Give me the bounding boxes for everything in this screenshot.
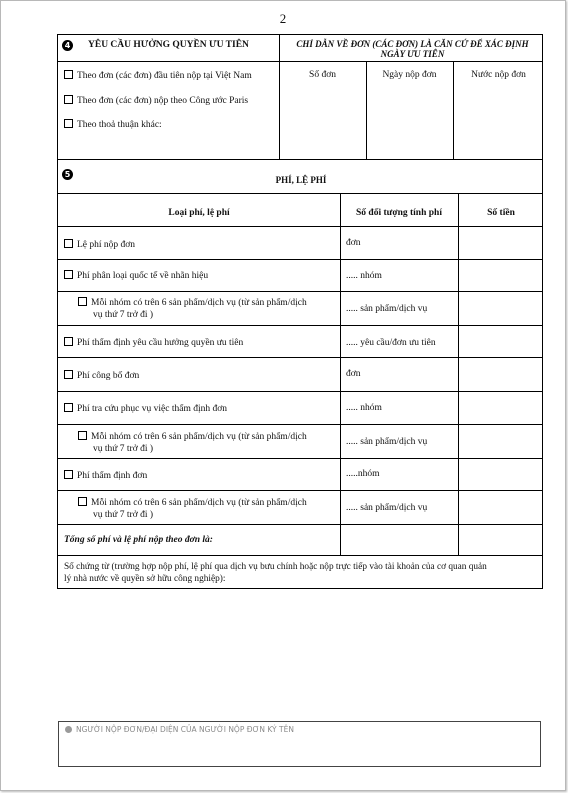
col-filing-country: Nước nộp đơn <box>471 70 526 80</box>
fee-row-search-extra[interactable]: Mỗi nhóm có trên 6 sản phẩm/dịch vụ (từ sản phẩm/dịch <box>78 431 307 443</box>
priority-option-other[interactable]: Theo thoả thuận khác: <box>64 119 162 131</box>
checkbox[interactable] <box>64 337 73 346</box>
priority-option-vietnam[interactable]: Theo đơn (các đơn) đầu tiên nộp tại Việt Nam <box>64 70 252 82</box>
fee-total-label: Tổng số phí và lệ phí nộp theo đơn là: <box>64 535 213 545</box>
checkbox[interactable] <box>78 431 87 440</box>
fee-row-count: ..... nhóm <box>346 271 382 281</box>
fee-row-count: ..... nhóm <box>346 403 382 413</box>
fee-row-classification-extra[interactable]: Mỗi nhóm có trên 6 sản phẩm/dịch vụ (từ sản phẩm/dịch <box>78 297 307 309</box>
fee-row-count: ..... sản phẩm/dịch vụ <box>346 304 428 314</box>
form-frame <box>57 34 543 589</box>
checkbox[interactable] <box>64 239 73 248</box>
section-separator <box>58 159 542 160</box>
fee-row-line <box>58 458 542 459</box>
fee-row-line <box>58 325 542 326</box>
fee-row-count: ..... sản phẩm/dịch vụ <box>346 437 428 447</box>
fee-row-label-cont: vụ thứ 7 trở đi ) <box>93 444 154 454</box>
receipt-note-line1: Số chứng từ (trường hợp nộp phí, lệ phí qua dịch vụ bưu chính hoặc nộp trực tiếp vào tài khoản của cơ quan quản <box>64 562 487 572</box>
fee-row-count: đơn <box>346 238 361 248</box>
section5-number-badge: 5 <box>62 169 73 180</box>
checkbox[interactable] <box>64 119 73 128</box>
signature-box <box>58 721 541 767</box>
fee-header-type: Loại phí, lệ phí <box>168 208 230 218</box>
checkbox[interactable] <box>64 270 73 279</box>
section4-guide-title-line1: CHỈ DẪN VỀ ĐƠN (CÁC ĐƠN) LÀ CĂN CỨ ĐỂ XÁC ĐỊNH <box>296 39 529 49</box>
fee-col-divider-1 <box>340 193 341 555</box>
fee-row-classification[interactable]: Phí phân loại quốc tế về nhãn hiệu <box>64 270 208 282</box>
fee-row-examination[interactable]: Phí thẩm định đơn <box>64 470 147 482</box>
fee-row-count: ..... yêu cầu/đơn ưu tiên <box>346 338 436 348</box>
fee-row-line <box>58 524 542 525</box>
checkbox[interactable] <box>64 95 73 104</box>
fee-header-amount: Số tiền <box>487 208 515 218</box>
fee-row-priority-examination[interactable]: Phí thẩm định yêu cầu hưởng quyền ưu tiên <box>64 337 243 349</box>
signature-label: NGƯỜI NỘP ĐƠN/ĐẠI DIỆN CỦA NGƯỜI NỘP ĐƠN KÝ TÊN <box>65 725 294 734</box>
checkbox[interactable] <box>78 497 87 506</box>
fee-row-line <box>58 357 542 358</box>
section4-divider <box>279 35 280 159</box>
receipt-note-line2: lý nhà nước về quyền sở hữu công nghiệp): <box>64 574 226 584</box>
fee-row-examination-extra[interactable]: Mỗi nhóm có trên 6 sản phẩm/dịch vụ (từ sản phẩm/dịch <box>78 497 307 509</box>
col-application-number: Số đơn <box>309 70 336 80</box>
fee-row-publication[interactable]: Phí công bố đơn <box>64 370 139 382</box>
fee-col-divider-2 <box>458 193 459 555</box>
fee-header-line <box>58 226 542 227</box>
page-number: 2 <box>279 11 287 26</box>
section4-header-line <box>58 61 542 62</box>
fee-row-line <box>58 424 542 425</box>
checkbox[interactable] <box>64 403 73 412</box>
fee-row-count: ..... sản phẩm/dịch vụ <box>346 503 428 513</box>
section4-title: YÊU CẦU HƯỞNG QUYỀN ƯU TIÊN <box>88 40 249 50</box>
fee-row-line <box>58 291 542 292</box>
fee-header-count: Số đối tượng tính phí <box>356 208 442 218</box>
fee-row-line <box>58 259 542 260</box>
fee-row-filing[interactable]: Lệ phí nộp đơn <box>64 239 135 251</box>
fee-row-count: đơn <box>346 369 361 379</box>
checkbox[interactable] <box>64 370 73 379</box>
fee-row-line <box>58 490 542 491</box>
fee-row-line <box>58 391 542 392</box>
section4-guide-title-line2: NGÀY ƯU TIÊN <box>380 49 445 59</box>
checkbox[interactable] <box>64 470 73 479</box>
fee-row-label-cont: vụ thứ 7 trở đi ) <box>93 510 154 520</box>
checkbox[interactable] <box>64 70 73 79</box>
col-filing-date: Ngày nộp đơn <box>382 70 437 80</box>
section4-number-badge: 4 <box>62 40 73 51</box>
section5-title: PHÍ, LỆ PHÍ <box>275 175 327 185</box>
fee-total-line <box>58 555 542 556</box>
fee-row-search[interactable]: Phí tra cứu phục vụ việc thẩm định đơn <box>64 403 227 415</box>
section5-title-line <box>58 193 542 194</box>
section-bullet-icon <box>65 726 72 733</box>
fee-row-label-cont: vụ thứ 7 trở đi ) <box>93 310 154 320</box>
priority-option-paris[interactable]: Theo đơn (các đơn) nộp theo Công ước Paris <box>64 95 248 107</box>
checkbox[interactable] <box>78 297 87 306</box>
fee-row-count: .....nhóm <box>346 469 380 479</box>
